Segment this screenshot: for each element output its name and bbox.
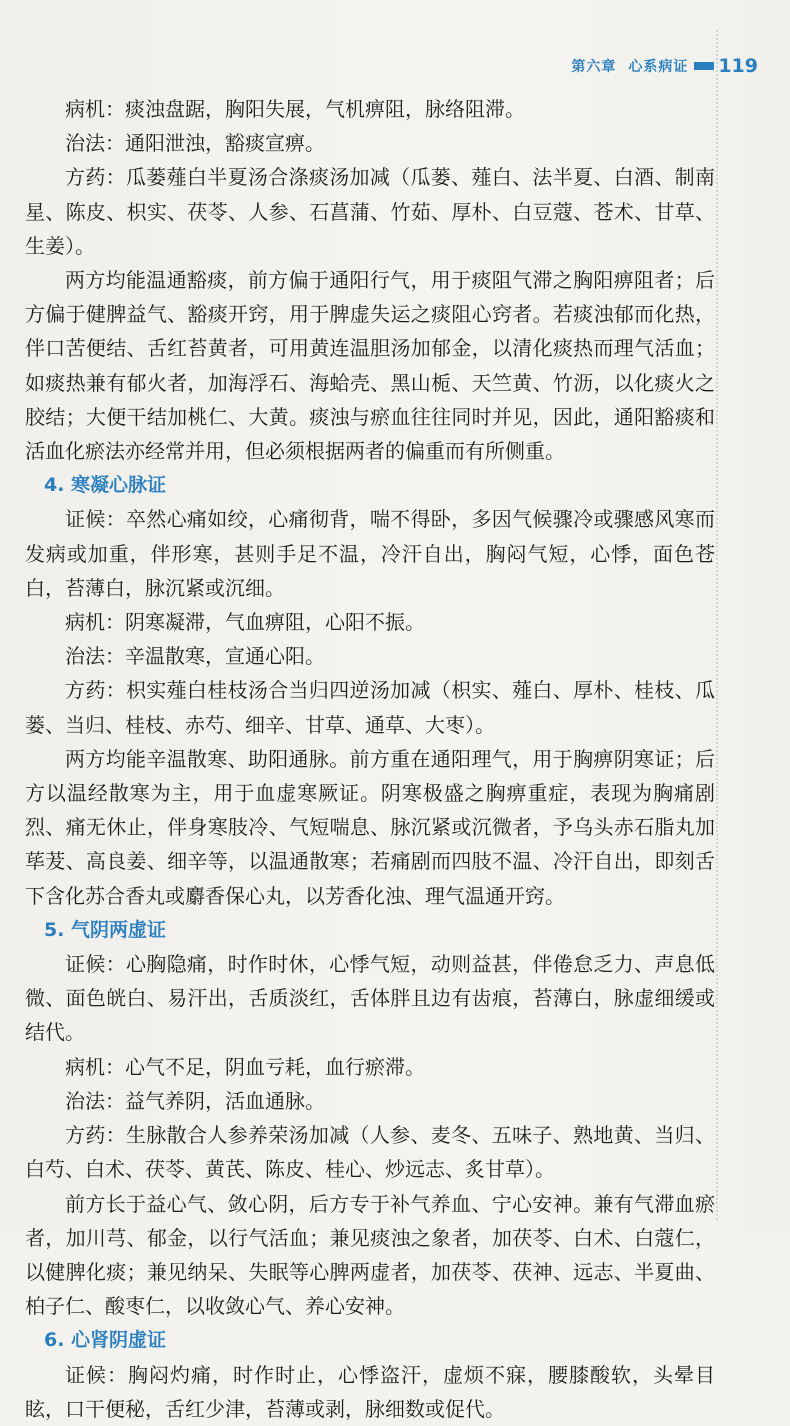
chapter-label: 第六章 [571,59,617,75]
paragraph: 方药：生脉散合人参养荣汤加减（人参、麦冬、五味子、熟地黄、当归、白芍、白术、茯苓、黄芪、陈皮、桂心、炒远志、炙甘草）。 [25,1123,715,1182]
running-header [548,52,758,80]
paragraph: 治法：益气养阴，活血通脉。 [65,1088,325,1113]
section-heading: 4. 寒凝心脉证 [44,474,167,497]
paragraph: 证候：胸闷灼痛，时作时止，心悸盗汗，虚烦不寐，腰膝酸软，头晕目眩，口干便秘，舌红少津，苔薄或剥，脉细数或促代。 [25,1362,715,1421]
paragraph: 方药：瓜蒌薤白半夏汤合涤痰汤加减（瓜蒌、薤白、法半夏、白酒、制南星、陈皮、枳实、茯苓、人参、石菖蒲、竹茹、厚朴、白豆蔻、苍术、甘草、生姜）。 [25,165,715,258]
header-bar-icon [694,62,714,70]
page-body-text [25,92,715,1426]
paragraph: 两方均能辛温散寒、助阳通脉。前方重在通阳理气，用于胸痹阴寒证；后方以温经散寒为主，用于血虚寒厥证。阴寒极盛之胸痹重症，表现为胸痛剧烈、痛无休止，伴身寒肢冷、气短喘息、脉沉紧或沉微者，予乌头赤石脂丸加荜茇、高良姜、细辛等，以温通散寒；若痛剧而四肢不温、冷汗自出，即刻舌下含化苏合香丸或麝香保心丸，以芳香化浊、理气温通开窍。 [25,746,715,908]
section-heading: 6. 心肾阴虚证 [44,1329,167,1352]
paragraph: 治法：辛温散寒，宣通心阳。 [65,644,325,669]
paragraph: 病机：心气不足，阴血亏耗，血行瘀滞。 [65,1054,425,1079]
paragraph: 治法：通阳泄浊，豁痰宣痹。 [65,131,325,156]
page-number: 119 [718,55,758,77]
page-gutter-divider [716,30,718,1220]
paragraph: 病机：阴寒凝滞，气血痹阻，心阳不振。 [65,610,425,635]
section-heading: 5. 气阴两虚证 [44,918,167,941]
paragraph: 方药：枳实薤白桂枝汤合当归四逆汤加减（枳实、薤白、厚朴、桂枝、瓜蒌、当归、桂枝、赤芍、细辛、甘草、通草、大枣）。 [25,678,715,737]
paragraph: 前方长于益心气、敛心阴，后方专于补气养血、宁心安神。兼有气滞血瘀者，加川芎、郁金，以行气活血；兼见痰浊之象者，加茯苓、白术、白蔻仁，以健脾化痰；兼见纳呆、失眠等心脾两虚者，加茯苓、茯神、远志、半夏曲、柏子仁、酸枣仁，以收敛心气、养心安神。 [25,1191,715,1319]
paragraph: 证候：心胸隐痛，时作时休，心悸气短，动则益甚，伴倦怠乏力、声息低微、面色㿠白、易汗出，舌质淡红，舌体胖且边有齿痕，苔薄白，脉虚细缓或结代。 [25,952,715,1045]
paragraph: 证候：卒然心痛如绞，心痛彻背，喘不得卧，多因气候骤冷或骤感风寒而发病或加重，伴形寒，甚则手足不温，冷汗自出，胸闷气短，心悸，面色苍白，苔薄白，脉沉紧或沉细。 [25,507,715,600]
section-label: 心系病证 [628,59,689,75]
paragraph: 两方均能温通豁痰，前方偏于通阳行气，用于痰阻气滞之胸阳痹阻者；后方偏于健脾益气、豁痰开窍，用于脾虚失运之痰阻心窍者。若痰浊郁而化热，伴口苦便结、舌红苔黄者，可用黄连温胆汤加郁金，以清化痰热而理气活血；如痰热兼有郁火者，加海浮石、海蛤壳、黑山栀、天竺黄、竹沥，以化痰火之胶结；大便干结加桃仁、大黄。痰浊与瘀血往往同时并见，因此，通阳豁痰和活血化瘀法亦经常并用，但必须根据两者的偏重而有所侧重。 [25,268,715,464]
paragraph: 病机：痰浊盘踞，胸阳失展，气机痹阻，脉络阻滞。 [65,97,525,121]
